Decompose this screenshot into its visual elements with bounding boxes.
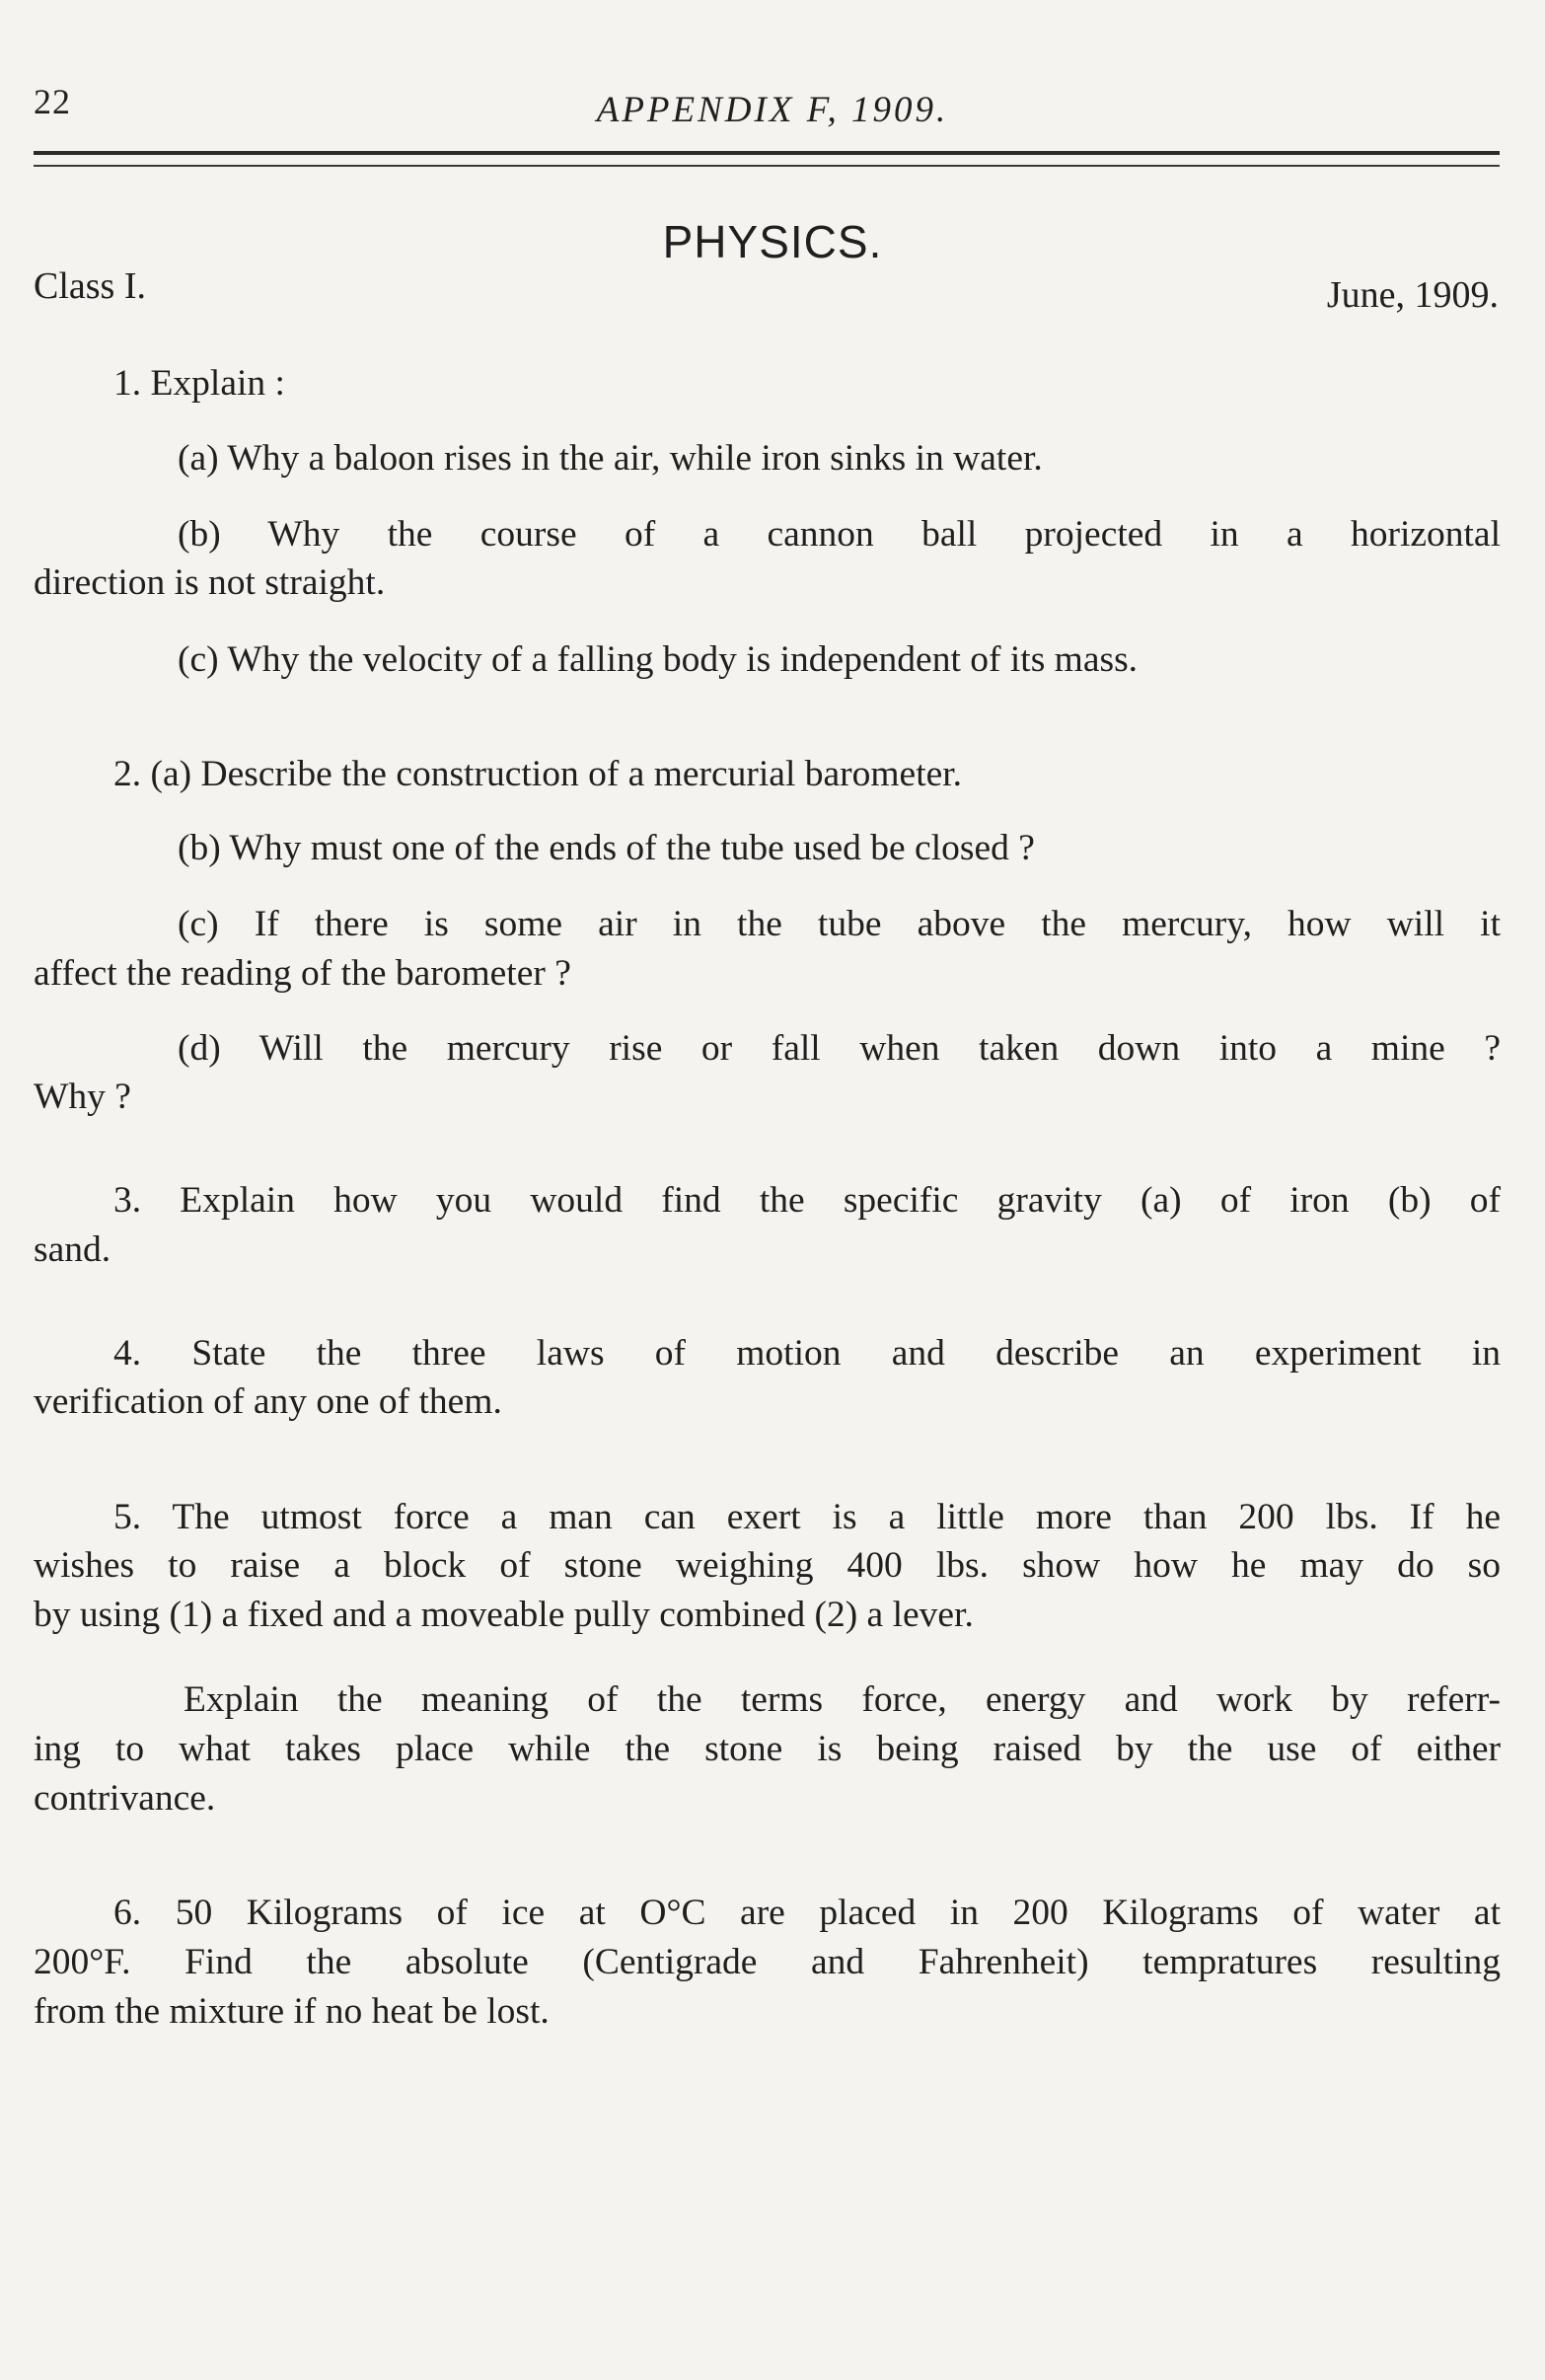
exam-date: June, 1909. — [1326, 274, 1499, 316]
header-rule-thick — [34, 151, 1500, 155]
question-3-line-1: 3. Explain how you would find the specific gravity (a) of iron (b) of — [113, 1180, 1501, 1221]
question-1b-line-2: direction is not straight. — [34, 562, 386, 603]
question-2c-line-2: affect the reading of the barometer ? — [34, 953, 571, 994]
question-4-line-2: verification of any one of them. — [34, 1381, 502, 1422]
question-2b: (b) Why must one of the ends of the tube used be closed ? — [178, 828, 1035, 868]
exam-subject-title: PHYSICS. — [662, 216, 883, 267]
question-5-line-2: wishes to raise a block of stone weighing 400 lbs. show how he may do so — [34, 1545, 1501, 1586]
question-6-line-3: from the mixture if no heat be lost. — [34, 1991, 550, 2032]
question-2d-line-1: (d) Will the mercury rise or fall when taken down into a mine ? — [178, 1028, 1501, 1069]
question-1a: (a) Why a baloon rises in the air, while iron sinks in water. — [178, 438, 1043, 479]
running-head: APPENDIX F, 1909. — [596, 90, 949, 130]
question-5-paragraph-2-line-2: ing to what takes place while the stone is being raised by the use of either — [34, 1729, 1501, 1769]
class-label: Class I. — [34, 265, 146, 307]
question-6-line-2: 200°F. Find the absolute (Centigrade and Fahrenheit) tempratures resulting — [34, 1942, 1501, 1982]
question-1b-line-1: (b) Why the course of a cannon ball projected in a horizontal — [178, 514, 1501, 555]
question-2d-line-2: Why ? — [34, 1077, 131, 1117]
question-6-line-1: 6. 50 Kilograms of ice at O°C are placed in 200 Kilograms of water at — [113, 1893, 1501, 1933]
question-5-paragraph-2-line-3: contrivance. — [34, 1778, 216, 1819]
question-4-line-1: 4. State the three laws of motion and describe an experiment in — [113, 1333, 1501, 1374]
question-5-line-1: 5. The utmost force a man can exert is a little more than 200 lbs. If he — [113, 1497, 1501, 1537]
question-2c-line-1: (c) If there is some air in the tube above the mercury, how will it — [178, 904, 1501, 944]
page-number: 22 — [34, 82, 71, 121]
question-5-paragraph-2-line-1: Explain the meaning of the terms force, energy and work by referr- — [184, 1679, 1501, 1720]
header-rule-thin — [34, 165, 1500, 167]
question-2a: 2. (a) Describe the construction of a mercurial barometer. — [113, 754, 963, 794]
question-1c: (c) Why the velocity of a falling body is independent of its mass. — [178, 639, 1139, 680]
question-5-line-3: by using (1) a fixed and a moveable pully combined (2) a lever. — [34, 1595, 974, 1635]
question-1-heading: 1. Explain : — [113, 363, 285, 404]
question-3-line-2: sand. — [34, 1229, 111, 1270]
